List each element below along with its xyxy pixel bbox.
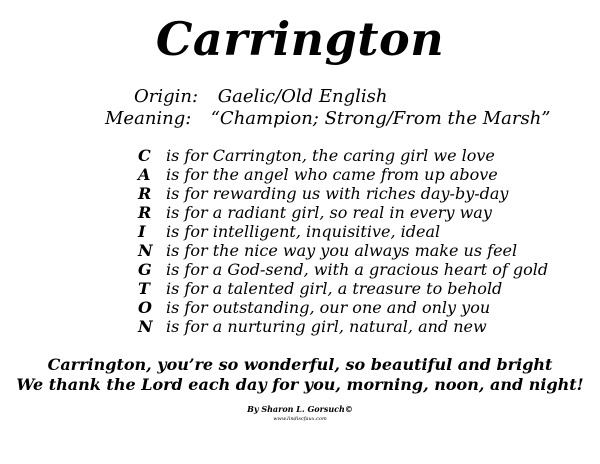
acrostic-letter: N xyxy=(138,317,153,336)
acrostic-text: is for a nurturing girl, natural, and new xyxy=(166,317,487,336)
acrostic-line xyxy=(138,146,548,165)
acrostic-letter: A xyxy=(138,165,151,184)
origin-value: Gaelic/Old English xyxy=(217,86,388,107)
acrostic-text: is for a radiant girl, so real in every way xyxy=(166,203,492,222)
origin-label: Origin: xyxy=(134,86,199,107)
acrostic-line xyxy=(138,298,548,317)
acrostic-text: is for a God-send, with a gracious heart of gold xyxy=(166,260,549,279)
acrostic-text: is for the angel who came from up above xyxy=(166,165,498,184)
meaning-label: Meaning: xyxy=(105,108,192,129)
acrostic-letter: O xyxy=(138,298,152,317)
acrostic-text: is for a talented girl, a treasure to behold xyxy=(166,279,503,298)
website-credit: www.lindiscfaux.com xyxy=(273,416,327,422)
acrostic-text: is for rewarding us with riches day-by-day xyxy=(166,184,509,203)
origin-row xyxy=(134,86,388,107)
acrostic-letter: R xyxy=(138,203,152,222)
acrostic-line xyxy=(138,222,548,241)
acrostic-text: is for Carrington, the caring girl we love xyxy=(166,146,495,165)
acrostic-letter: T xyxy=(138,279,150,298)
closing-line-1: Carrington, you’re so wonderful, so beautiful and bright xyxy=(47,355,553,374)
page-title: Carrington xyxy=(155,12,445,66)
acrostic-letter: C xyxy=(138,146,151,165)
acrostic-text: is for the nice way you always make us feel xyxy=(166,241,518,260)
meaning-value: “Champion; Strong/From the Marsh” xyxy=(210,108,551,129)
acrostic-line xyxy=(138,241,548,260)
meaning-row xyxy=(105,108,551,129)
acrostic-letter: I xyxy=(138,222,146,241)
acrostic-poem xyxy=(138,146,548,336)
acrostic-line xyxy=(138,184,548,203)
acrostic-line xyxy=(138,279,548,298)
acrostic-letter: R xyxy=(138,184,152,203)
acrostic-text: is for outstanding, our one and only you xyxy=(166,298,491,317)
acrostic-line xyxy=(138,203,548,222)
closing-line-2: We thank the Lord each day for you, morning, noon, and night! xyxy=(16,375,584,394)
acrostic-letter: G xyxy=(138,260,152,279)
acrostic-line xyxy=(138,260,548,279)
acrostic-line xyxy=(138,317,548,336)
author-credit: By Sharon L. Gorsuch© xyxy=(247,404,353,414)
acrostic-text: is for intelligent, inquisitive, ideal xyxy=(166,222,441,241)
acrostic-letter: N xyxy=(138,241,153,260)
acrostic-line xyxy=(138,165,548,184)
